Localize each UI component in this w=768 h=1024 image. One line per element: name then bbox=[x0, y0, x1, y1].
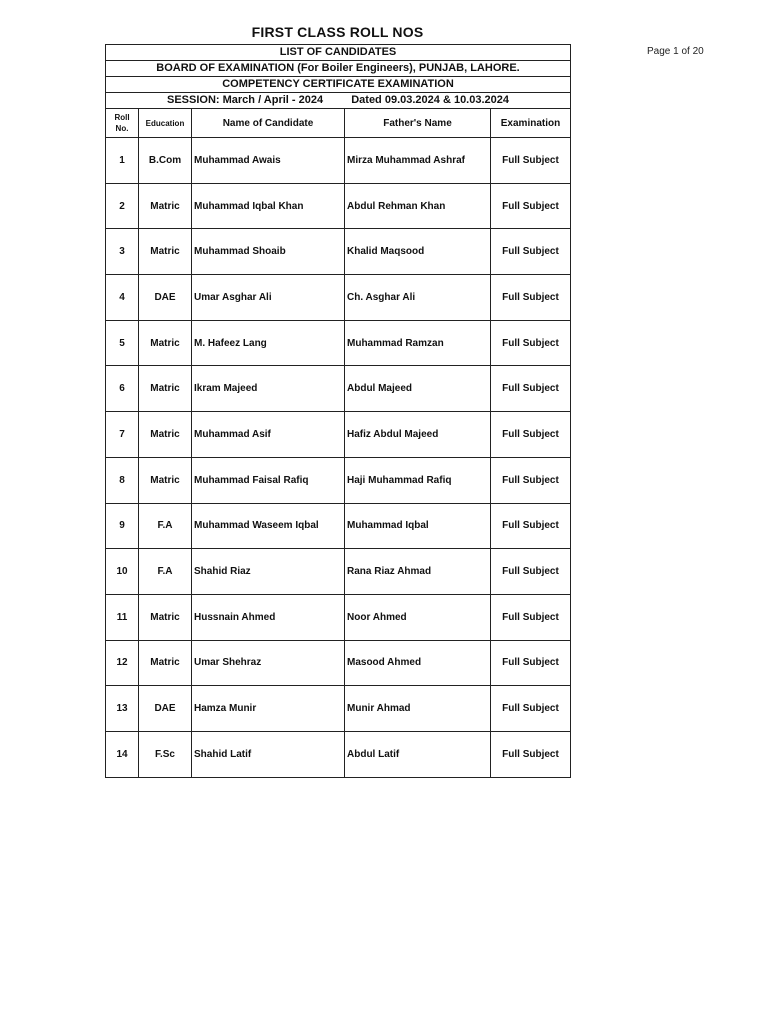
roll-no-cell: 8 bbox=[106, 457, 139, 503]
roll-no-cell: 9 bbox=[106, 503, 139, 549]
table-row bbox=[106, 594, 571, 640]
father-name-cell: Ch. Asghar Ali bbox=[345, 275, 491, 321]
education-cell: Matric bbox=[139, 594, 192, 640]
education-cell: F.A bbox=[139, 503, 192, 549]
page-indicator: Page 1 of 20 bbox=[647, 46, 704, 57]
candidates-table bbox=[105, 44, 571, 778]
table-row bbox=[106, 503, 571, 549]
father-name-cell: Haji Muhammad Rafiq bbox=[345, 457, 491, 503]
father-name-cell: Muhammad Iqbal bbox=[345, 503, 491, 549]
education-cell: Matric bbox=[139, 412, 192, 458]
session-line bbox=[106, 93, 571, 109]
education-cell: Matric bbox=[139, 457, 192, 503]
table-row bbox=[106, 229, 571, 275]
roll-no-cell: 10 bbox=[106, 549, 139, 595]
roll-no-cell: 12 bbox=[106, 640, 139, 686]
father-name-cell: Abdul Rehman Khan bbox=[345, 183, 491, 229]
column-header-examination: Examination bbox=[491, 109, 571, 138]
roll-no-cell: 14 bbox=[106, 731, 139, 777]
father-name-cell: Khalid Maqsood bbox=[345, 229, 491, 275]
column-header-father-name: Father's Name bbox=[345, 109, 491, 138]
education-cell: B.Com bbox=[139, 138, 192, 184]
candidate-name-cell: Muhammad Waseem Iqbal bbox=[192, 503, 345, 549]
table-header-block bbox=[106, 45, 571, 138]
examination-cell: Full Subject bbox=[491, 412, 571, 458]
roll-no-cell: 13 bbox=[106, 686, 139, 732]
father-name-cell: Munir Ahmad bbox=[345, 686, 491, 732]
board-heading: BOARD OF EXAMINATION (For Boiler Engineers), PUNJAB, LAHORE. bbox=[106, 61, 571, 77]
table-row bbox=[106, 412, 571, 458]
candidate-name-cell: Hussnain Ahmed bbox=[192, 594, 345, 640]
examination-cell: Full Subject bbox=[491, 686, 571, 732]
exam-heading: COMPETENCY CERTIFICATE EXAMINATION bbox=[106, 77, 571, 93]
table-row bbox=[106, 457, 571, 503]
education-cell: Matric bbox=[139, 229, 192, 275]
education-cell: Matric bbox=[139, 640, 192, 686]
examination-cell: Full Subject bbox=[491, 229, 571, 275]
education-cell: Matric bbox=[139, 320, 192, 366]
table-row bbox=[106, 549, 571, 595]
candidate-name-cell: Muhammad Faisal Rafiq bbox=[192, 457, 345, 503]
candidate-name-cell: M. Hafeez Lang bbox=[192, 320, 345, 366]
candidate-name-cell: Umar Asghar Ali bbox=[192, 275, 345, 321]
father-name-cell: Hafiz Abdul Majeed bbox=[345, 412, 491, 458]
examination-cell: Full Subject bbox=[491, 275, 571, 321]
father-name-cell: Abdul Majeed bbox=[345, 366, 491, 412]
roll-no-cell: 5 bbox=[106, 320, 139, 366]
table-row bbox=[106, 320, 571, 366]
column-header-education: Education bbox=[139, 109, 192, 138]
examination-cell: Full Subject bbox=[491, 594, 571, 640]
father-name-cell: Mirza Muhammad Ashraf bbox=[345, 138, 491, 184]
candidate-name-cell: Shahid Latif bbox=[192, 731, 345, 777]
candidate-name-cell: Shahid Riaz bbox=[192, 549, 345, 595]
candidate-name-cell: Muhammad Shoaib bbox=[192, 229, 345, 275]
column-header-roll-no: Roll No. bbox=[106, 109, 139, 138]
candidate-name-cell: Ikram Majeed bbox=[192, 366, 345, 412]
father-name-cell: Abdul Latif bbox=[345, 731, 491, 777]
roll-no-cell: 7 bbox=[106, 412, 139, 458]
document-title: FIRST CLASS ROLL NOS bbox=[251, 24, 424, 40]
examination-cell: Full Subject bbox=[491, 549, 571, 595]
father-name-cell: Rana Riaz Ahmad bbox=[345, 549, 491, 595]
table-row bbox=[106, 731, 571, 777]
candidate-name-cell: Muhammad Iqbal Khan bbox=[192, 183, 345, 229]
examination-cell: Full Subject bbox=[491, 320, 571, 366]
examination-cell: Full Subject bbox=[491, 640, 571, 686]
father-name-cell: Masood Ahmed bbox=[345, 640, 491, 686]
candidate-name-cell: Muhammad Asif bbox=[192, 412, 345, 458]
candidate-name-cell: Muhammad Awais bbox=[192, 138, 345, 184]
table-row bbox=[106, 686, 571, 732]
table-row bbox=[106, 640, 571, 686]
roll-no-cell: 2 bbox=[106, 183, 139, 229]
examination-cell: Full Subject bbox=[491, 457, 571, 503]
column-header-row bbox=[106, 109, 571, 138]
examination-cell: Full Subject bbox=[491, 503, 571, 549]
roll-no-cell: 3 bbox=[106, 229, 139, 275]
education-cell: Matric bbox=[139, 366, 192, 412]
roll-no-cell: 1 bbox=[106, 138, 139, 184]
candidate-name-cell: Hamza Munir bbox=[192, 686, 345, 732]
examination-cell: Full Subject bbox=[491, 138, 571, 184]
table-row bbox=[106, 138, 571, 184]
roll-no-cell: 11 bbox=[106, 594, 139, 640]
table-row bbox=[106, 275, 571, 321]
table-row bbox=[106, 183, 571, 229]
examination-cell: Full Subject bbox=[491, 183, 571, 229]
education-cell: F.A bbox=[139, 549, 192, 595]
column-header-name: Name of Candidate bbox=[192, 109, 345, 138]
table-body bbox=[106, 138, 571, 778]
session-text: SESSION: March / April - 2024 bbox=[167, 94, 324, 106]
roll-no-cell: 4 bbox=[106, 275, 139, 321]
list-heading: LIST OF CANDIDATES bbox=[106, 45, 571, 61]
father-name-cell: Noor Ahmed bbox=[345, 594, 491, 640]
roll-no-cell: 6 bbox=[106, 366, 139, 412]
examination-cell: Full Subject bbox=[491, 366, 571, 412]
education-cell: F.Sc bbox=[139, 731, 192, 777]
father-name-cell: Muhammad Ramzan bbox=[345, 320, 491, 366]
education-cell: Matric bbox=[139, 183, 192, 229]
candidate-name-cell: Umar Shehraz bbox=[192, 640, 345, 686]
examination-cell: Full Subject bbox=[491, 731, 571, 777]
education-cell: DAE bbox=[139, 275, 192, 321]
education-cell: DAE bbox=[139, 686, 192, 732]
table-row bbox=[106, 366, 571, 412]
dated-text: Dated 09.03.2024 & 10.03.2024 bbox=[351, 94, 509, 106]
